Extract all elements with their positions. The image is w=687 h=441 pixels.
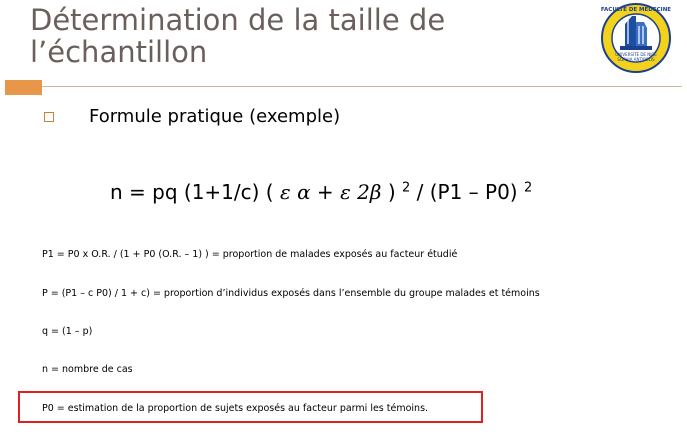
formula-exponent-2: 2 (523, 180, 533, 196)
formula-lhs: n = pq (1+1/c) ( (110, 180, 274, 204)
formula-two: 2 (357, 180, 370, 204)
formula-exponent-1: 2 (401, 180, 411, 196)
title-divider (42, 86, 682, 87)
sample-size-formula (110, 180, 532, 204)
square-bullet-icon (44, 112, 54, 122)
formula-epsilon-1: ε (279, 180, 291, 204)
definition-p0: P0 = estimation de la proportion de sujets exposés au facteur parmi les témoins. (42, 403, 429, 414)
formula-plus: + (310, 180, 341, 204)
bullet-text: Formule pratique (exemple) (89, 106, 341, 127)
definition-p1: P1 = P0 x O.R. / (1 + P0 (O.R. – 1) ) = proportion de malades exposés au facteur étudié (42, 249, 458, 260)
formula-close-paren: ) (387, 180, 396, 204)
formula-epsilon-2: ε (340, 180, 351, 204)
slide-title-line-1: Détermination de la taille de (30, 3, 446, 37)
formula-beta: β (369, 180, 382, 204)
definition-q: q = (1 – p) (42, 326, 93, 337)
formula-denominator: / (P1 – P0) (410, 180, 518, 204)
definition-p: P = (P1 – c P0) / 1 + c) = proportion d’individus exposés dans l’ensemble du groupe malades et témoins (42, 288, 540, 299)
slide-title (30, 4, 590, 68)
formula-alpha: α (297, 180, 311, 204)
svg-text:SOPHIA ANTIPOLIS: SOPHIA ANTIPOLIS (617, 57, 655, 62)
faculty-of-medicine-seal-icon (592, 2, 680, 74)
slide-title-line-2: l’échantillon (30, 35, 208, 69)
svg-text:FACULTÉ DE MÉDECINE: FACULTÉ DE MÉDECINE (600, 7, 672, 13)
definition-n: n = nombre de cas (42, 364, 133, 375)
accent-bar (5, 80, 42, 95)
svg-text:UNIVERSITÉ DE NICE: UNIVERSITÉ DE NICE (615, 52, 657, 57)
